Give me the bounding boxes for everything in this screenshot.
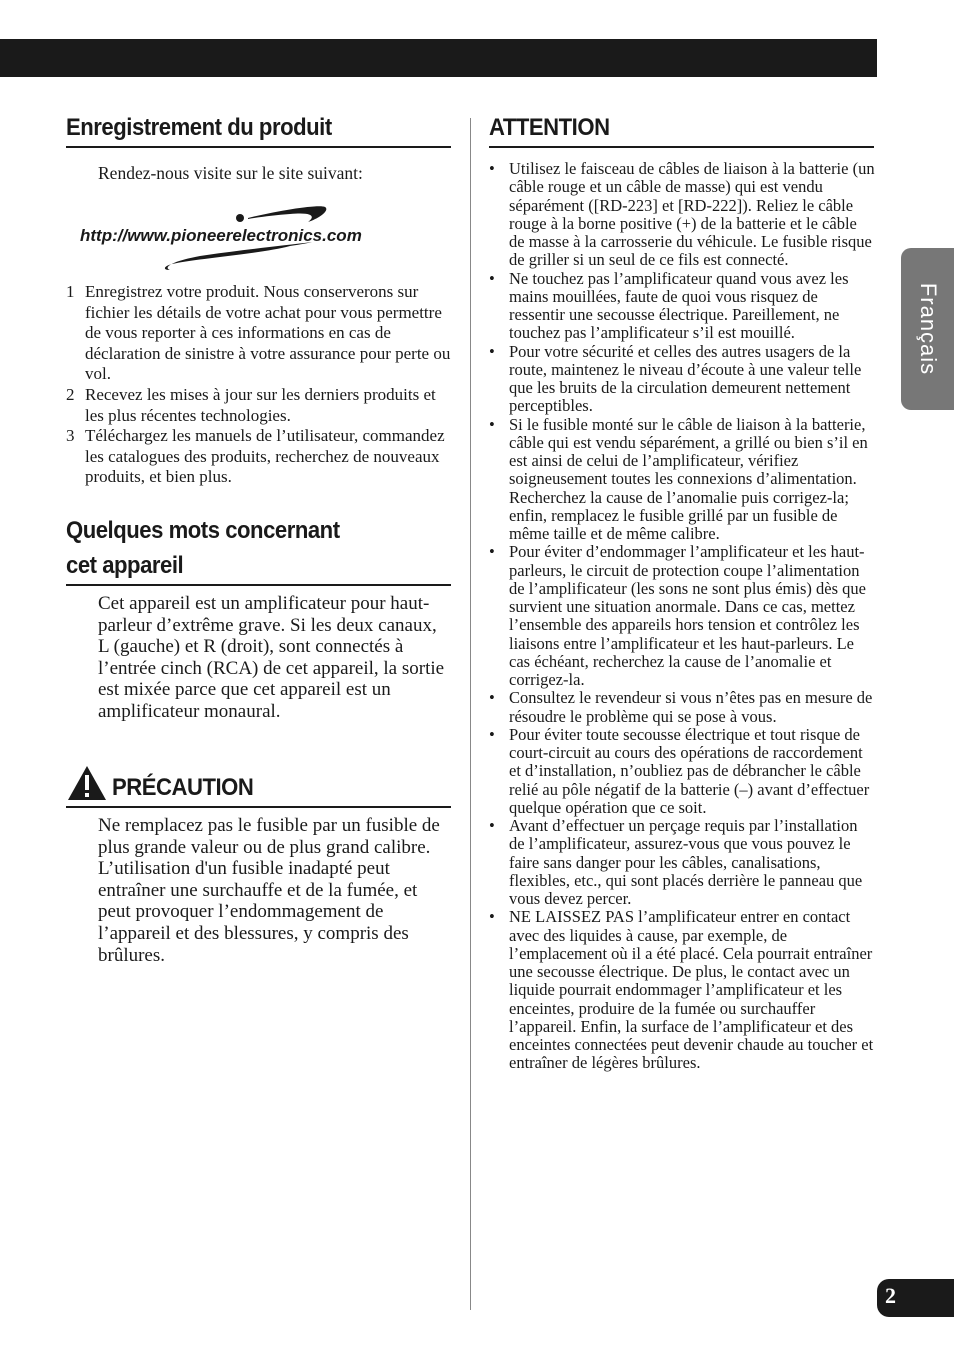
column-divider [470, 118, 471, 1310]
warning-triangle-icon [67, 765, 107, 801]
item-text: Utilisez le faisceau de câbles de liaison à la batterie (un câble rouge et un câble de masse) qui est vendu séparément ([RD-223] et [RD-222]). Reliez le câble rouge à la borne positive (+) de la batterie et le câble de masse à la carrosserie du véhicule. Le fusible risque de griller si un seul de ce fils est connecté. [509, 159, 875, 270]
bullet: • [489, 159, 495, 178]
page-number-tab [877, 1279, 954, 1317]
item-number: 3 [66, 426, 75, 446]
language-tab[interactable] [901, 248, 954, 410]
about-heading-line1: Quelques mots concernant [66, 517, 340, 544]
list-item [66, 385, 452, 426]
attention-heading-rule [489, 146, 874, 148]
list-item [66, 282, 452, 385]
bullet: • [489, 907, 495, 927]
item-text: Pour votre sécurité et celles des autres usagers de la route, maintenez le niveau d’écoute à une valeur telle que les bruits de la circulation demeurent nettement perceptibles. [509, 341, 862, 416]
item-text: Avant d’effectuer un perçage requis par l’installation de l’amplificateur, assurez-vous que vous pouvez le faire sans danger pour les câbles, canalisations, flexibles, etc., qui sont placés derrière le panneau que vous devez percer. [509, 816, 863, 908]
caution-heading-rule [66, 806, 451, 808]
list-item [66, 426, 452, 488]
item-text: Ne touchez pas l’amplificateur quand vous avez les mains mouillées, faute de quoi vous risquez de ressentir une secousse électrique. Pareillement, ne touchez pas l’amplificateur s’il est mouillé. [509, 268, 849, 343]
registration-heading: Enregistrement du produit [66, 114, 332, 141]
about-text: Cet appareil est un amplificateur pour haut-parleur d’extrême grave. Si les deux canaux, L (gauche) et R (droit), sont connectés à l’entrée cinch (RCA) de cet appareil, la sortie est mixée parce que cet appareil est un amplificateur monaural. [98, 593, 445, 722]
caution-text: Ne remplacez pas le fusible par un fusible de plus grande valeur ou de plus grand calibre. L’utilisation d'un fusible inadapté peut entraîner une surchauffe et de la fumée, et peut provoquer l’endommagement de l’appareil et des blessures, y compris des brûlures. [98, 815, 440, 966]
item-text: NE LAISSEZ PAS l’amplificateur entrer en contact avec des liquides à cause, par exemple, de l’emplacement où il a été placé. Cela pourrait entraîner une secousse électrique. De plus, le contact avec un liquide pourrait endommager l’amplificateur et les enceintes, produire de la fumée ou surchauffer l’appareil. Enfin, la surface de l’amplificateur et des enceintes connectées peut devenir chaude au toucher et entraîner de légères brûlures. [509, 907, 874, 1073]
list-item [489, 160, 875, 270]
item-text: Recevez les mises à jour sur les derniers produits et les plus récentes technologies. [85, 384, 436, 425]
item-text: Téléchargez les manuels de l’utilisateur, commandez les catalogues des produits, recherchez de nouveaux produits, et bien plus. [85, 426, 445, 487]
list-item [489, 726, 875, 817]
bullet: • [489, 414, 495, 434]
url-text[interactable]: http://www.pioneerelectronics.com [80, 226, 362, 245]
list-item [489, 543, 875, 689]
list-item [489, 270, 875, 343]
page-number: 2 [885, 1283, 896, 1308]
item-text: Si le fusible monté sur le câble de liaison à la batterie, câble qui est vendu séparément, a grillé ou bien s’il en est ainsi de celui de l’amplificateur, vérifiez soigneusement toutes les connexions d’alimentation. Recherchez la cause de l’anomalie puis corrigez-la; enfin, remplacez le fusible grillé par un fusible de même taille et de même calibre. [509, 414, 868, 543]
caution-heading: PRÉCAUTION [112, 774, 254, 801]
bullet: • [489, 724, 495, 744]
list-item [489, 416, 875, 544]
registration-intro: Rendez-nous visite sur le site suivant: [98, 163, 363, 183]
list-item [489, 908, 875, 1072]
list-item [489, 689, 875, 726]
item-text: Pour éviter d’endommager l’amplificateur et les haut-parleurs, le circuit de protection coupe l’alimentation de l’amplificateur (les sons ne sont plus émis) dès que survient une situation anormale. Dans ce cas, mettez l’ensemble des appareils hors tension et contrôlez les liaisons entre l’amplificateur et les haut-parleurs. Le cas échéant, recherchez la cause de l’anomalie et corrigez-la. [509, 542, 866, 689]
item-text: Enregistrez votre produit. Nous conserverons sur fichier les détails de votre achat pour vous permettre de vous reporter à ces informations en cas de déclaration de sinistre à votre assurance pour perte ou vol. [85, 282, 451, 384]
attention-list [489, 160, 875, 1073]
bullet: • [489, 542, 495, 562]
registration-heading-rule [66, 146, 451, 148]
registration-list [66, 282, 452, 488]
pioneer-url-logo[interactable] [80, 198, 440, 276]
bullet: • [489, 816, 495, 835]
list-item [489, 817, 875, 908]
bullet: • [489, 268, 495, 288]
item-number: 1 [66, 282, 75, 301]
list-item [489, 343, 875, 416]
attention-heading: ATTENTION [489, 114, 610, 141]
about-heading-line2: cet appareil [66, 552, 184, 579]
header-bar [0, 39, 877, 77]
item-text: Pour éviter toute secousse électrique et tout risque de court-circuit au cours des opérations de raccordement et d’installation, n’oubliez pas de débrancher le câble relié au pôle négatif de la batterie (–) avant d’effectuer quelque opération que ce soit. [509, 724, 870, 817]
item-number: 2 [66, 384, 75, 404]
bullet: • [489, 688, 495, 708]
language-tab-label: Français [915, 282, 941, 376]
item-text: Consultez le revendeur si vous n’êtes pas en mesure de résoudre le problème qui se pose à vous. [509, 688, 873, 726]
bullet: • [489, 341, 495, 361]
about-heading-rule [66, 584, 451, 586]
